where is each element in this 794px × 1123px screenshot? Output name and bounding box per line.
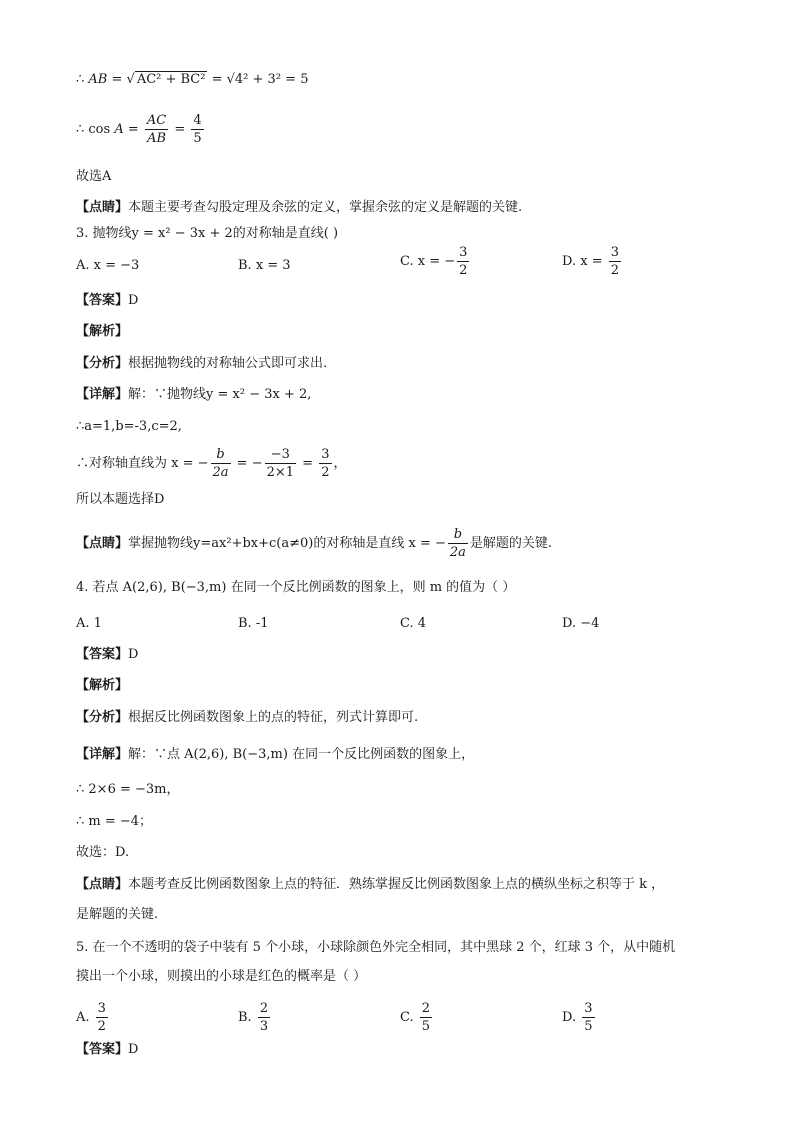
analysis-tag: 【分析】 bbox=[76, 356, 129, 371]
numerator: AC bbox=[146, 113, 167, 128]
detail-tag: 【详解】 bbox=[76, 747, 129, 762]
fraction bbox=[582, 1000, 594, 1035]
therefore-symbol: ∴ bbox=[76, 72, 89, 87]
question-5: 5. 在一个不透明的袋子中装有 5 个小球，小球除颜色外完全相同，其中黑球 2 个，红球 3 个，从中随机 bbox=[76, 940, 676, 955]
detail-tag: 【详解】 bbox=[76, 387, 129, 402]
fraction-neg3 bbox=[265, 446, 296, 481]
analysis-text: 根据抛物线的对称轴公式即可求出. bbox=[128, 356, 328, 371]
denominator: 5 bbox=[193, 131, 202, 146]
fraction-3-2 bbox=[319, 446, 331, 481]
comment-end: 是解题的关键. bbox=[469, 536, 553, 551]
denominator: 5 bbox=[421, 1019, 431, 1034]
option-prefix: A. bbox=[76, 1010, 94, 1025]
option-prefix: C. bbox=[400, 1010, 418, 1025]
answer-tag: 【答案】 bbox=[76, 293, 129, 308]
comment-text: 本题主要考查勾股定理及余弦的定义，掌握余弦的定义是解题的关键. bbox=[128, 200, 523, 215]
answer-3 bbox=[76, 291, 138, 311]
answer-value: D bbox=[128, 293, 139, 308]
q3-option-b: B. x = 3 bbox=[238, 258, 291, 273]
fraction-4-5 bbox=[191, 112, 203, 147]
fraction bbox=[420, 1000, 432, 1035]
numerator: −3 bbox=[270, 447, 290, 462]
fraction bbox=[258, 1000, 270, 1035]
denominator: 2a bbox=[212, 465, 229, 480]
punct: ， bbox=[333, 456, 347, 471]
fraction bbox=[609, 244, 621, 279]
denominator: 2a bbox=[449, 545, 466, 560]
select-d-3: 所以本题选择D bbox=[76, 492, 165, 507]
numerator: 3 bbox=[321, 447, 330, 462]
eq: = bbox=[298, 456, 318, 471]
answer-value: D bbox=[128, 647, 139, 662]
denominator: 2 bbox=[321, 465, 330, 480]
cos-label: ∴ cos bbox=[76, 122, 115, 137]
answer-tag: 【答案】 bbox=[76, 1042, 129, 1057]
analysis-text: 根据反比例函数图象上的点的特征，列式计算即可. bbox=[128, 710, 419, 725]
option-prefix: D. x = bbox=[562, 254, 607, 269]
numerator: 3 bbox=[610, 245, 619, 260]
numerator: b bbox=[453, 527, 463, 542]
denominator: 5 bbox=[584, 1019, 593, 1034]
option-prefix: B. bbox=[238, 1010, 256, 1025]
q3-option-d bbox=[562, 244, 623, 279]
detail-3 bbox=[76, 385, 311, 405]
numerator: 2 bbox=[259, 1001, 269, 1016]
numerator: 2 bbox=[421, 1001, 431, 1016]
radicand: AC² + BC² bbox=[136, 72, 206, 87]
denominator: AB bbox=[147, 131, 167, 146]
numerator: b bbox=[216, 447, 225, 462]
formula-cos bbox=[76, 112, 206, 147]
choice-4: 故选：D. bbox=[76, 845, 130, 860]
denominator: 2 bbox=[97, 1019, 106, 1034]
answer-value: D bbox=[128, 1042, 139, 1057]
q4-option-b: B. -1 bbox=[238, 616, 269, 631]
answer-4 bbox=[76, 645, 138, 665]
step-axis-formula bbox=[76, 446, 347, 481]
eq: = bbox=[170, 122, 190, 137]
eq-sqrt: = √ bbox=[107, 72, 135, 87]
comment-4 bbox=[76, 875, 664, 895]
numerator: 3 bbox=[584, 1001, 593, 1016]
option-prefix: D. bbox=[562, 1010, 581, 1025]
comment-tag: 【点睛】 bbox=[76, 200, 129, 215]
comment-text: 掌握抛物线y=ax²+bx+c(a≠0)的对称轴是直线 x = − bbox=[128, 536, 446, 551]
q5-option-c bbox=[400, 1000, 434, 1035]
denominator: 3 bbox=[259, 1019, 269, 1034]
comment-line bbox=[76, 198, 522, 218]
comment-tag: 【点睛】 bbox=[76, 536, 129, 551]
q5-option-d bbox=[562, 1000, 597, 1035]
denominator: 2×1 bbox=[266, 465, 295, 480]
eq: = − bbox=[232, 456, 263, 471]
var-a: A bbox=[114, 122, 124, 137]
q3-option-c bbox=[400, 244, 471, 279]
detail-text: 解：∵抛物线y = x² − 3x + 2, bbox=[128, 387, 312, 402]
formula-ab bbox=[76, 70, 308, 90]
comment-tag: 【点睛】 bbox=[76, 877, 129, 892]
numerator: 3 bbox=[97, 1001, 106, 1016]
formula-rest: = √4² + 3² = 5 bbox=[207, 72, 309, 87]
q3-option-a: A. x = −3 bbox=[76, 258, 140, 273]
detail-4 bbox=[76, 745, 474, 765]
option-prefix: C. x = − bbox=[400, 254, 456, 269]
answer-5 bbox=[76, 1040, 138, 1060]
comment-3 bbox=[76, 526, 552, 561]
numerator: 4 bbox=[193, 113, 202, 128]
question-3: 3. 抛物线y = x² − 3x + 2的对称轴是直线( ) bbox=[76, 226, 339, 241]
analysis-heading-3: 【解析】 bbox=[76, 324, 129, 339]
question-5-cont: 摸出一个小球，则摸出的小球是红色的概率是（ ） bbox=[76, 969, 367, 984]
q5-option-a bbox=[76, 1000, 110, 1035]
comment-4-cont: 是解题的关键. bbox=[76, 907, 159, 922]
comment-text: 本题考查反比例函数图象上点的特征．熟练掌握反比例函数图象上点的横纵坐标之积等于 k ， bbox=[128, 877, 665, 892]
var-ab: AB bbox=[88, 72, 108, 87]
fraction-b-2a bbox=[448, 526, 468, 561]
q4-option-c: C. 4 bbox=[400, 616, 427, 631]
numerator: 3 bbox=[459, 245, 468, 260]
analysis-4 bbox=[76, 708, 418, 728]
q4-option-d: D. −4 bbox=[562, 616, 600, 631]
answer-tag: 【答案】 bbox=[76, 647, 129, 662]
fraction bbox=[96, 1000, 108, 1035]
step-product: ∴ 2×6 = −3m， bbox=[76, 782, 180, 797]
denominator: 2 bbox=[610, 263, 619, 278]
q4-option-a: A. 1 bbox=[76, 616, 102, 631]
step-coefficients: ∴a=1,b=-3,c=2, bbox=[76, 419, 182, 434]
fraction-ac-ab bbox=[145, 112, 168, 147]
q5-option-b bbox=[238, 1000, 272, 1035]
analysis-heading-4: 【解析】 bbox=[76, 678, 129, 693]
step-prefix: ∴对称轴直线为 x = − bbox=[76, 456, 209, 471]
question-4: 4. 若点 A(2,6), B(−3,m) 在同一个反比例函数的图象上，则 m 的值为（ ） bbox=[76, 580, 516, 595]
denominator: 2 bbox=[459, 263, 468, 278]
fraction bbox=[457, 244, 469, 279]
step-m-value: ∴ m = −4； bbox=[76, 814, 153, 829]
detail-text: 解：∵点 A(2,6), B(−3,m) 在同一个反比例函数的图象上， bbox=[128, 747, 475, 762]
analysis-tag: 【分析】 bbox=[76, 710, 129, 725]
eq: = bbox=[123, 122, 143, 137]
fraction-b-2a bbox=[211, 446, 231, 481]
analysis-3 bbox=[76, 354, 327, 374]
choice-text: 故选A bbox=[76, 169, 112, 184]
